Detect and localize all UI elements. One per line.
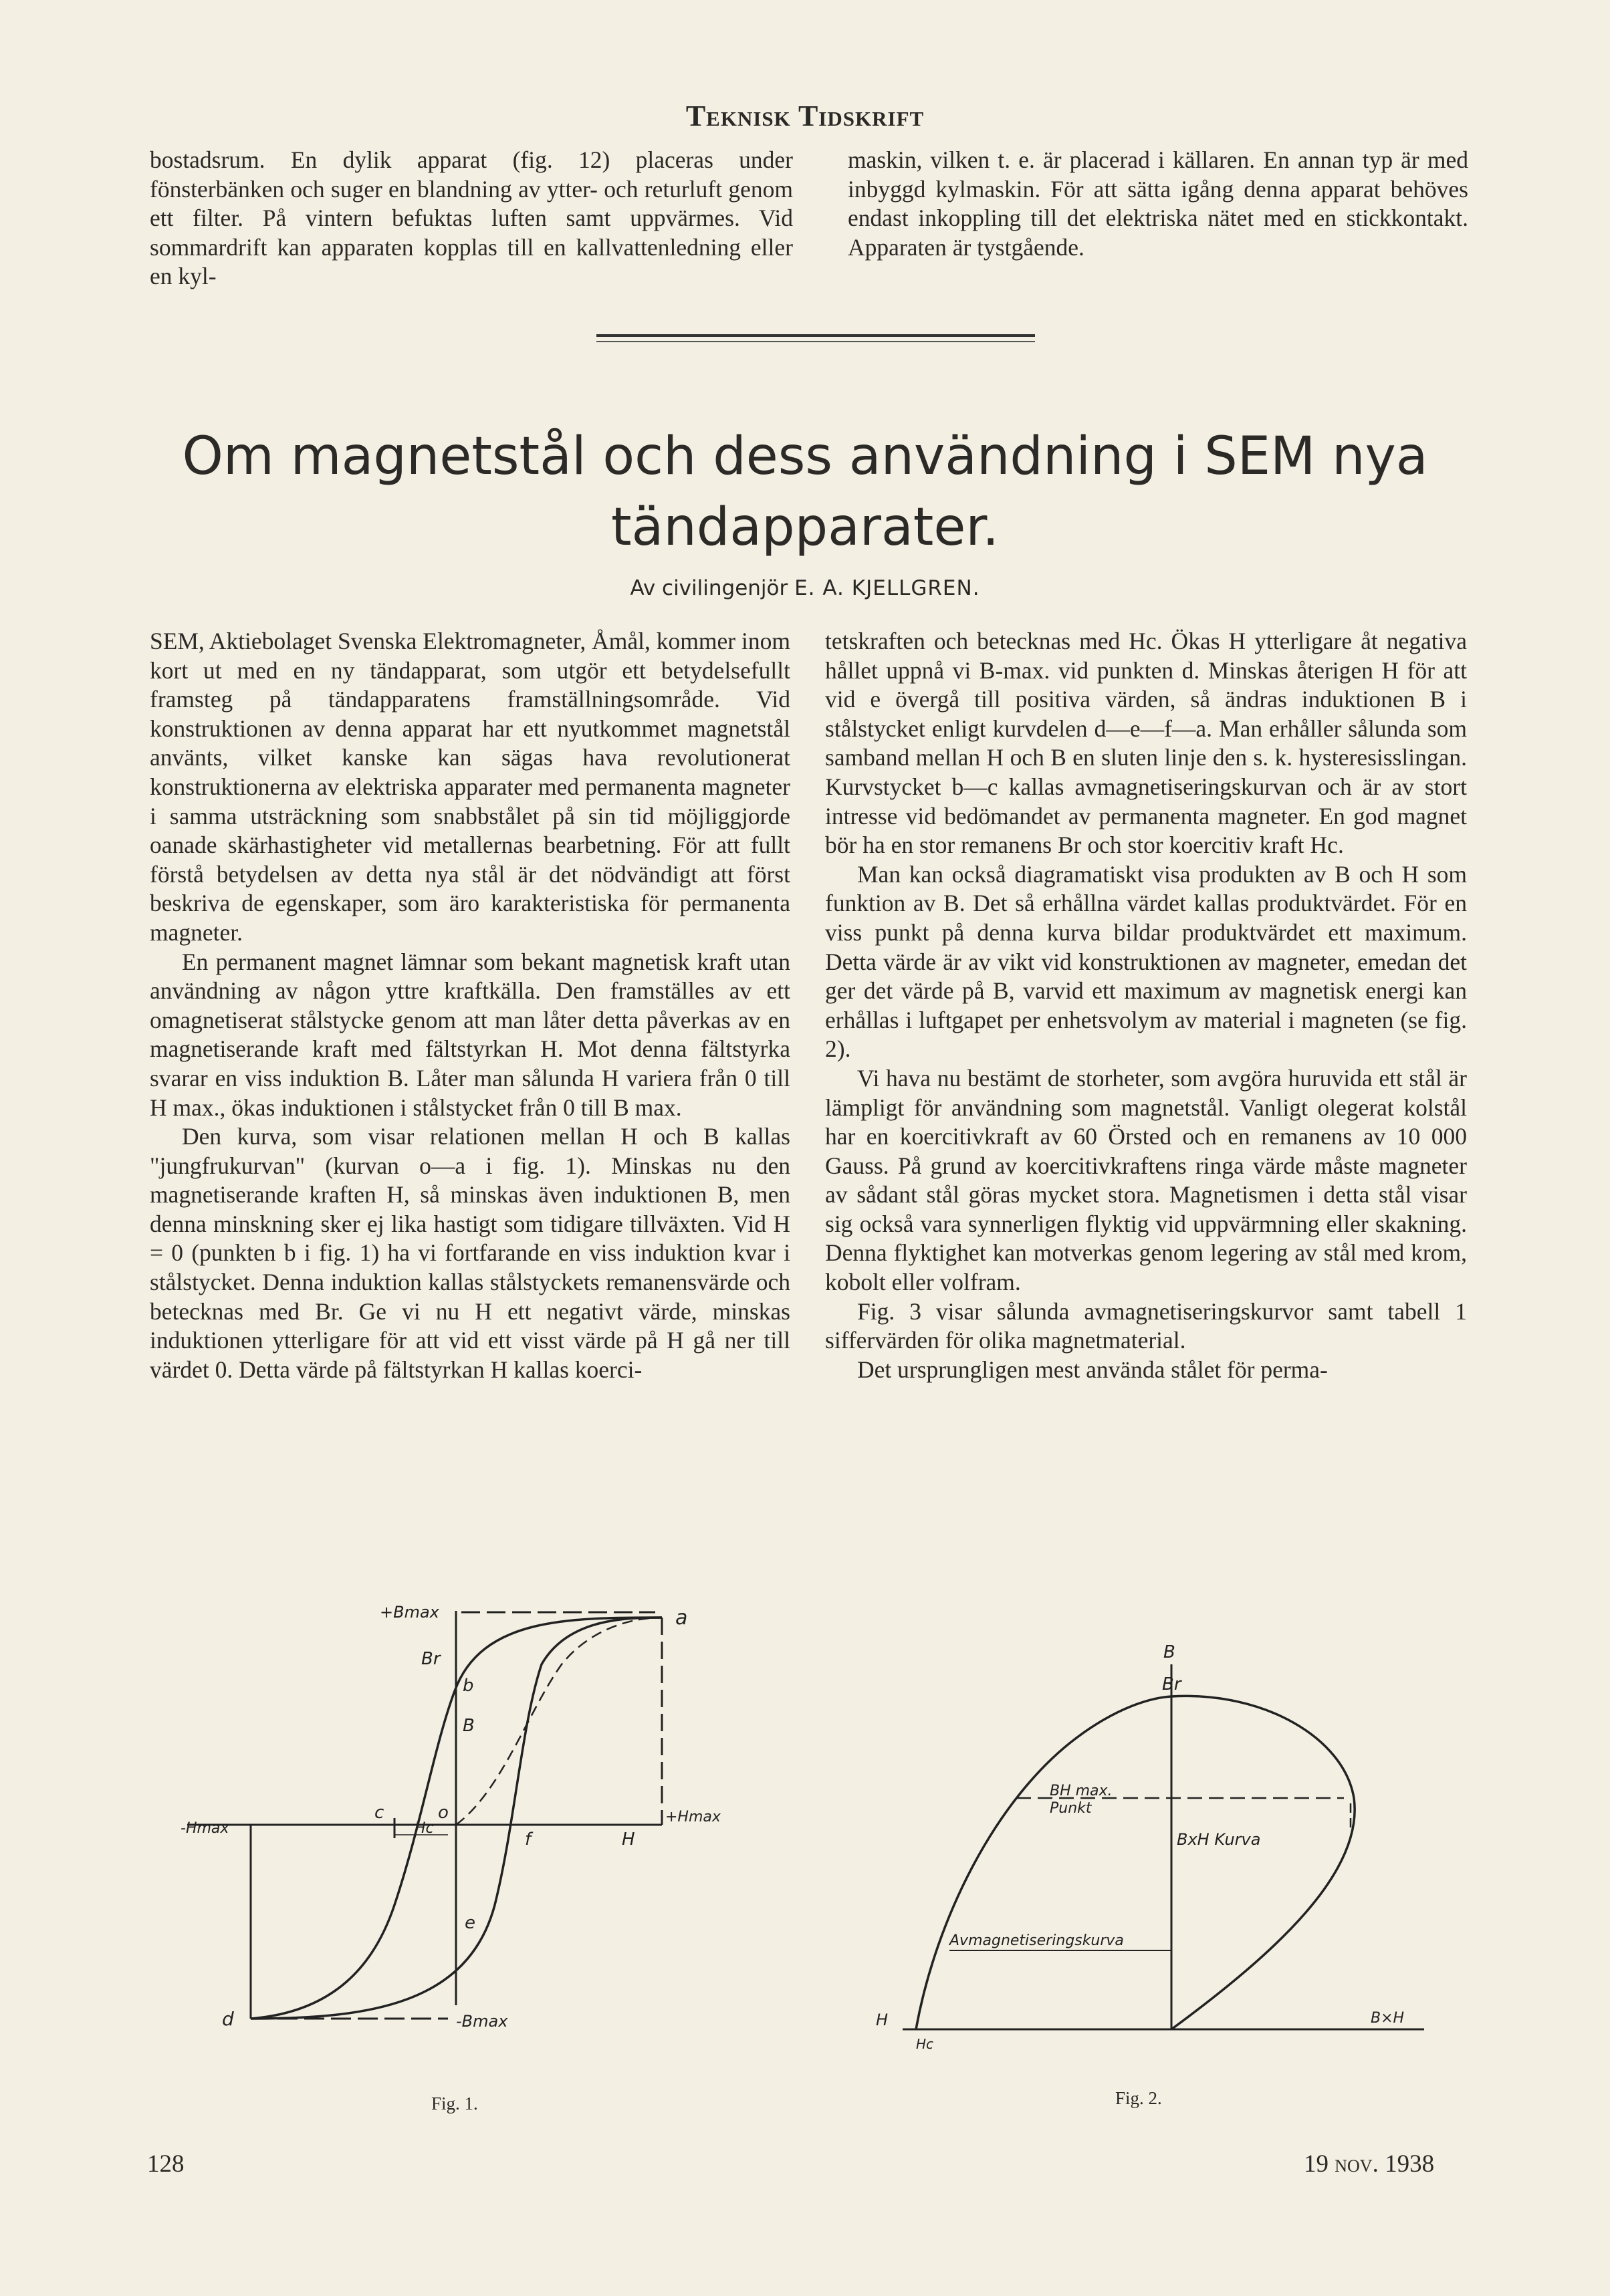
fig1-label-b: b	[463, 1676, 474, 1696]
article-byline	[0, 576, 1610, 600]
figure-1-hysteresis	[167, 1591, 735, 2072]
fig2-label-Br: Br	[1162, 1674, 1181, 1694]
paragraph: Den kurva, som visar relationen mellan H och B kallas "jungfrukurvan" (kurvan o—a i fig. 1). Minskas nu den magnetiserande kraften H, så minskas även induktionen B, men denna minskning sker ej lika hastigt som tidigare tillväxten. Vid H = 0 (punkten b i fig. 1) ha vi fortfarande en viss induktion kvar i stålstycket. Denna induktion kallas stålstyckets remanensvärde och betecknas med Br. Ge vi nu H ett negativt värde, minskas induktionen ytterligare för att vid ett visst värde på H gå ner till värdet 0. Detta värde på fältstyrkan H kallas koerci-	[150, 1123, 790, 1383]
top-right-column	[848, 146, 1468, 262]
fig2-label-bxh-kurva: BxH Kurva	[1177, 1830, 1261, 1849]
fig2-label-punkt: Punkt	[1050, 1800, 1092, 1817]
paragraph: En permanent magnet lämnar som bekant magnetisk kraft utan användning av någon yttre kraftkälla. Den framställes av ett omagnetiserat stålstycke genom att man låter detta påverkas av en magnetiserande kraft med fältstyrkan H. Mot denna fältstyrka svarar en viss induktion B. Låter man sålunda H variera från 0 till H max., ökas induktionen i stålstycket från 0 till B max.	[150, 948, 790, 1121]
fig2-label-H: H	[876, 2011, 889, 2029]
byline-author: E. A. KJELLGREN.	[794, 576, 980, 600]
paragraph: Det ursprungligen mest använda stålet för perma-	[857, 1356, 1328, 1383]
fig1-label-c: c	[374, 1803, 384, 1823]
article-title-line1: Om magnetstål och dess användning i SEM nya	[182, 426, 1428, 487]
fig1-label-a: a	[675, 1606, 688, 1630]
body-right-column	[825, 627, 1467, 1384]
journal-header: Teknisk Tidskrift	[685, 100, 925, 132]
figure-1-caption: Fig. 1.	[431, 2093, 478, 2114]
page-number: 128	[147, 2150, 185, 2178]
fig1-label-d: d	[222, 2008, 234, 2030]
fig2-label-B: B	[1163, 1642, 1175, 1662]
byline-prefix: Av civilingenjör	[630, 576, 795, 600]
fig1-label-H: H	[622, 1829, 635, 1849]
fig2-label-Hc: Hc	[916, 2036, 934, 2052]
article-title-line2: tändapparater.	[610, 497, 1000, 557]
paragraph: SEM, Aktiebolaget Svenska Elektromagneter, Åmål, kommer inom kort ut med en ny tändapparat, som utgör ett betydelsefullt framsteg på tändapparatens framställningsområde. Vid konstruktionen av denna apparat har ett nyutkommet magnetstål använts, vilket kanske kan sägas hava revolutionerat konstruktionerna av elektriska apparater med permanenta magneter i samma utsträckning som snabbstålet på sin tid möjliggjorde oanade skärhastigheter vid metallernas bearbetning. För att fullt förstå betydelsen av detta nya stål är det nödvändigt att först beskriva de egenskaper, som äro karakteristiska för permanenta magneter.	[150, 628, 790, 946]
top-left-text: bostadsrum. En dylik apparat (fig. 12) placeras under fönsterbänken och suger en blandning av ytter- och returluft genom ett filter. På vintern befuktas luften samt uppvärmes. Vid sommardrift kan apparaten kopplas till en kallvattenledning eller en kyl-	[150, 146, 793, 290]
top-left-column	[150, 146, 793, 291]
fig1-label-hc: Hc	[415, 1820, 434, 1837]
figure-2-caption: Fig. 2.	[1115, 2088, 1162, 2108]
paragraph: Vi hava nu bestämt de storheter, som avgöra huruvida ett stål är lämpligt för användning som magnetstål. Vanligt olegerat kolstål har en koercitivkraft av 60 Örsted och en remanens av 10 000 Gauss. På grund av koercitivkraftens ringa värde måste magneter av sådant stål göras mycket stora. Magnetismen i detta stål visar sig också vara synnerligen flyktig vid uppvärmning eller skakning. Denna flyktighet kan motverkas genom legering av stål med krom, kobolt eller volfram.	[825, 1064, 1467, 1296]
fig1-label-bmax: +Bmax	[380, 1603, 439, 1622]
fig1-label-o: o	[438, 1803, 449, 1823]
fig1-label-neg-hmax: -Hmax	[181, 1820, 229, 1837]
fig1-label-hmax: +Hmax	[665, 1809, 721, 1825]
article-title	[0, 421, 1610, 563]
fig2-label-avmag: Avmagnetiseringskurva	[949, 1932, 1124, 1949]
paragraph: tetskraften och betecknas med Hc. Ökas H ytterligare åt negativa hållet uppnå vi B-max. vid punkten d. Minskas återigen H för att vid e övergå till positiva värden, så ändras induktionen B i stålstycket enligt kurvdelen d—e—f—a. Man erhåller sålunda som samband mellan H och B en sluten linje den s. k. hysteresisslingan. Kurvstycket b—c kallas avmagnetiseringskurvan och är av stort intresse vid bedömandet av permanenta magneter. En god magnet bör ha en stor remanens Br och stor koercitiv kraft Hc.	[825, 628, 1467, 859]
fig1-label-neg-bmax: -Bmax	[456, 2012, 508, 2031]
body-left-column	[150, 627, 790, 1384]
fig1-label-e: e	[465, 1913, 475, 1933]
section-divider	[596, 334, 1035, 342]
fig2-label-BH: B×H	[1371, 2010, 1405, 2027]
top-right-text: maskin, vilken t. e. är placerad i källaren. En annan typ är med inbyggd kylmaskin. För att sätta igång denna apparat behöves endast inkoppling till det elektriska nätet med en stickkontakt. Apparaten är tystgående.	[848, 146, 1468, 261]
fig2-label-bhmax: BH max.	[1050, 1783, 1113, 1799]
figure-2-bh-product	[862, 1631, 1458, 2059]
fig1-label-B: B	[463, 1716, 475, 1736]
paragraph: Man kan också diagramatiskt visa produkten av B och H som funktion av B. Det så erhållna värdet kallas produktvärdet. För en viss punkt på denna kurva bildar produktvärdet ett maximum. Detta värde är av vikt vid konstruktionen av magneter, emedan det ger det värde på B, varvid ett maximum av magnetisk energi kan erhållas i luftgapet per enhetsvolym av material i magneten (se fig. 2).	[825, 860, 1467, 1063]
paragraph: Fig. 3 visar sålunda avmagnetiseringskurvor samt tabell 1 siffervärden för olika magnetmaterial.	[825, 1297, 1467, 1354]
fig1-label-f: f	[525, 1829, 532, 1849]
issue-date: 19 nov. 1938	[1304, 2150, 1435, 2178]
fig1-label-br: Br	[421, 1649, 441, 1669]
